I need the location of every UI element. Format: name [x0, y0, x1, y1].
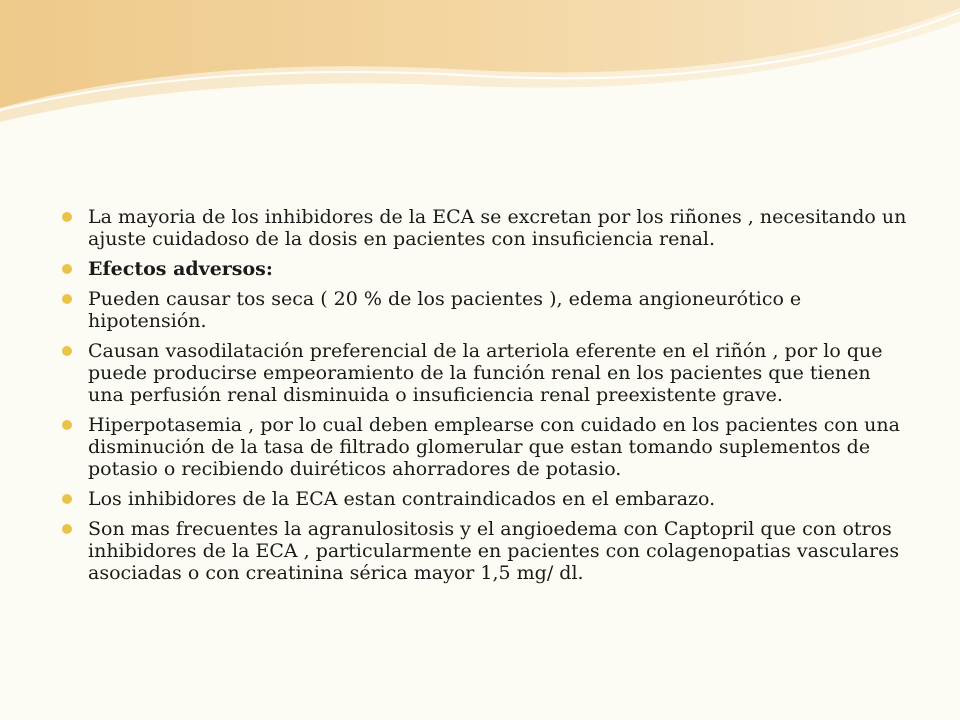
bullet-dot-icon [62, 212, 72, 222]
bullet-item [60, 488, 910, 510]
bullet-text: Son mas frecuentes la agranulositosis y el angioedema con Captopril que con otros inhibidores de la ECA , particularmente en pacientes con colagenopatias vasculares asociadas o con creatinina sérica mayor 1,5 mg/ dl. [88, 518, 900, 584]
bullet-text: Efectos adversos: [88, 258, 273, 280]
bullet-dot-icon [62, 420, 72, 430]
bullet-item [60, 518, 910, 584]
bullet-text: Los inhibidores de la ECA estan contraindicados en el embarazo. [88, 488, 716, 510]
bullet-text: Hiperpotasemia , por lo cual deben emplearse con cuidado en los pacientes con una disminución de la tasa de filtrado glomerular que estan tomando suplementos de potasio o recibiendo duiréticos ahorradores de potasio. [88, 414, 900, 480]
bullet-item [60, 340, 910, 406]
bullet-item [60, 414, 910, 480]
bullet-item [60, 288, 910, 332]
bullet-dot-icon [62, 346, 72, 356]
bullet-list [60, 206, 910, 592]
bullet-text: Causan vasodilatación preferencial de la arteriola eferente en el riñón , por lo que puede producirse empeoramiento de la función renal en los pacientes que tienen una perfusión renal disminuida o insuficiencia renal preexistente grave. [88, 340, 883, 406]
bullet-dot-icon [62, 524, 72, 534]
bullet-text: La mayoria de los inhibidores de la ECA se excretan por los riñones , necesitando un ajuste cuidadoso de la dosis en pacientes con insuficiencia renal. [88, 206, 907, 250]
bullet-dot-icon [62, 264, 72, 274]
top-wave-decoration [0, 0, 960, 130]
bullet-text: Pueden causar tos seca ( 20 % de los pacientes ), edema angioneurótico e hipotensión. [88, 288, 802, 332]
bullet-dot-icon [62, 494, 72, 504]
bullet-dot-icon [62, 294, 72, 304]
bullet-item [60, 258, 910, 280]
bullet-item [60, 206, 910, 250]
